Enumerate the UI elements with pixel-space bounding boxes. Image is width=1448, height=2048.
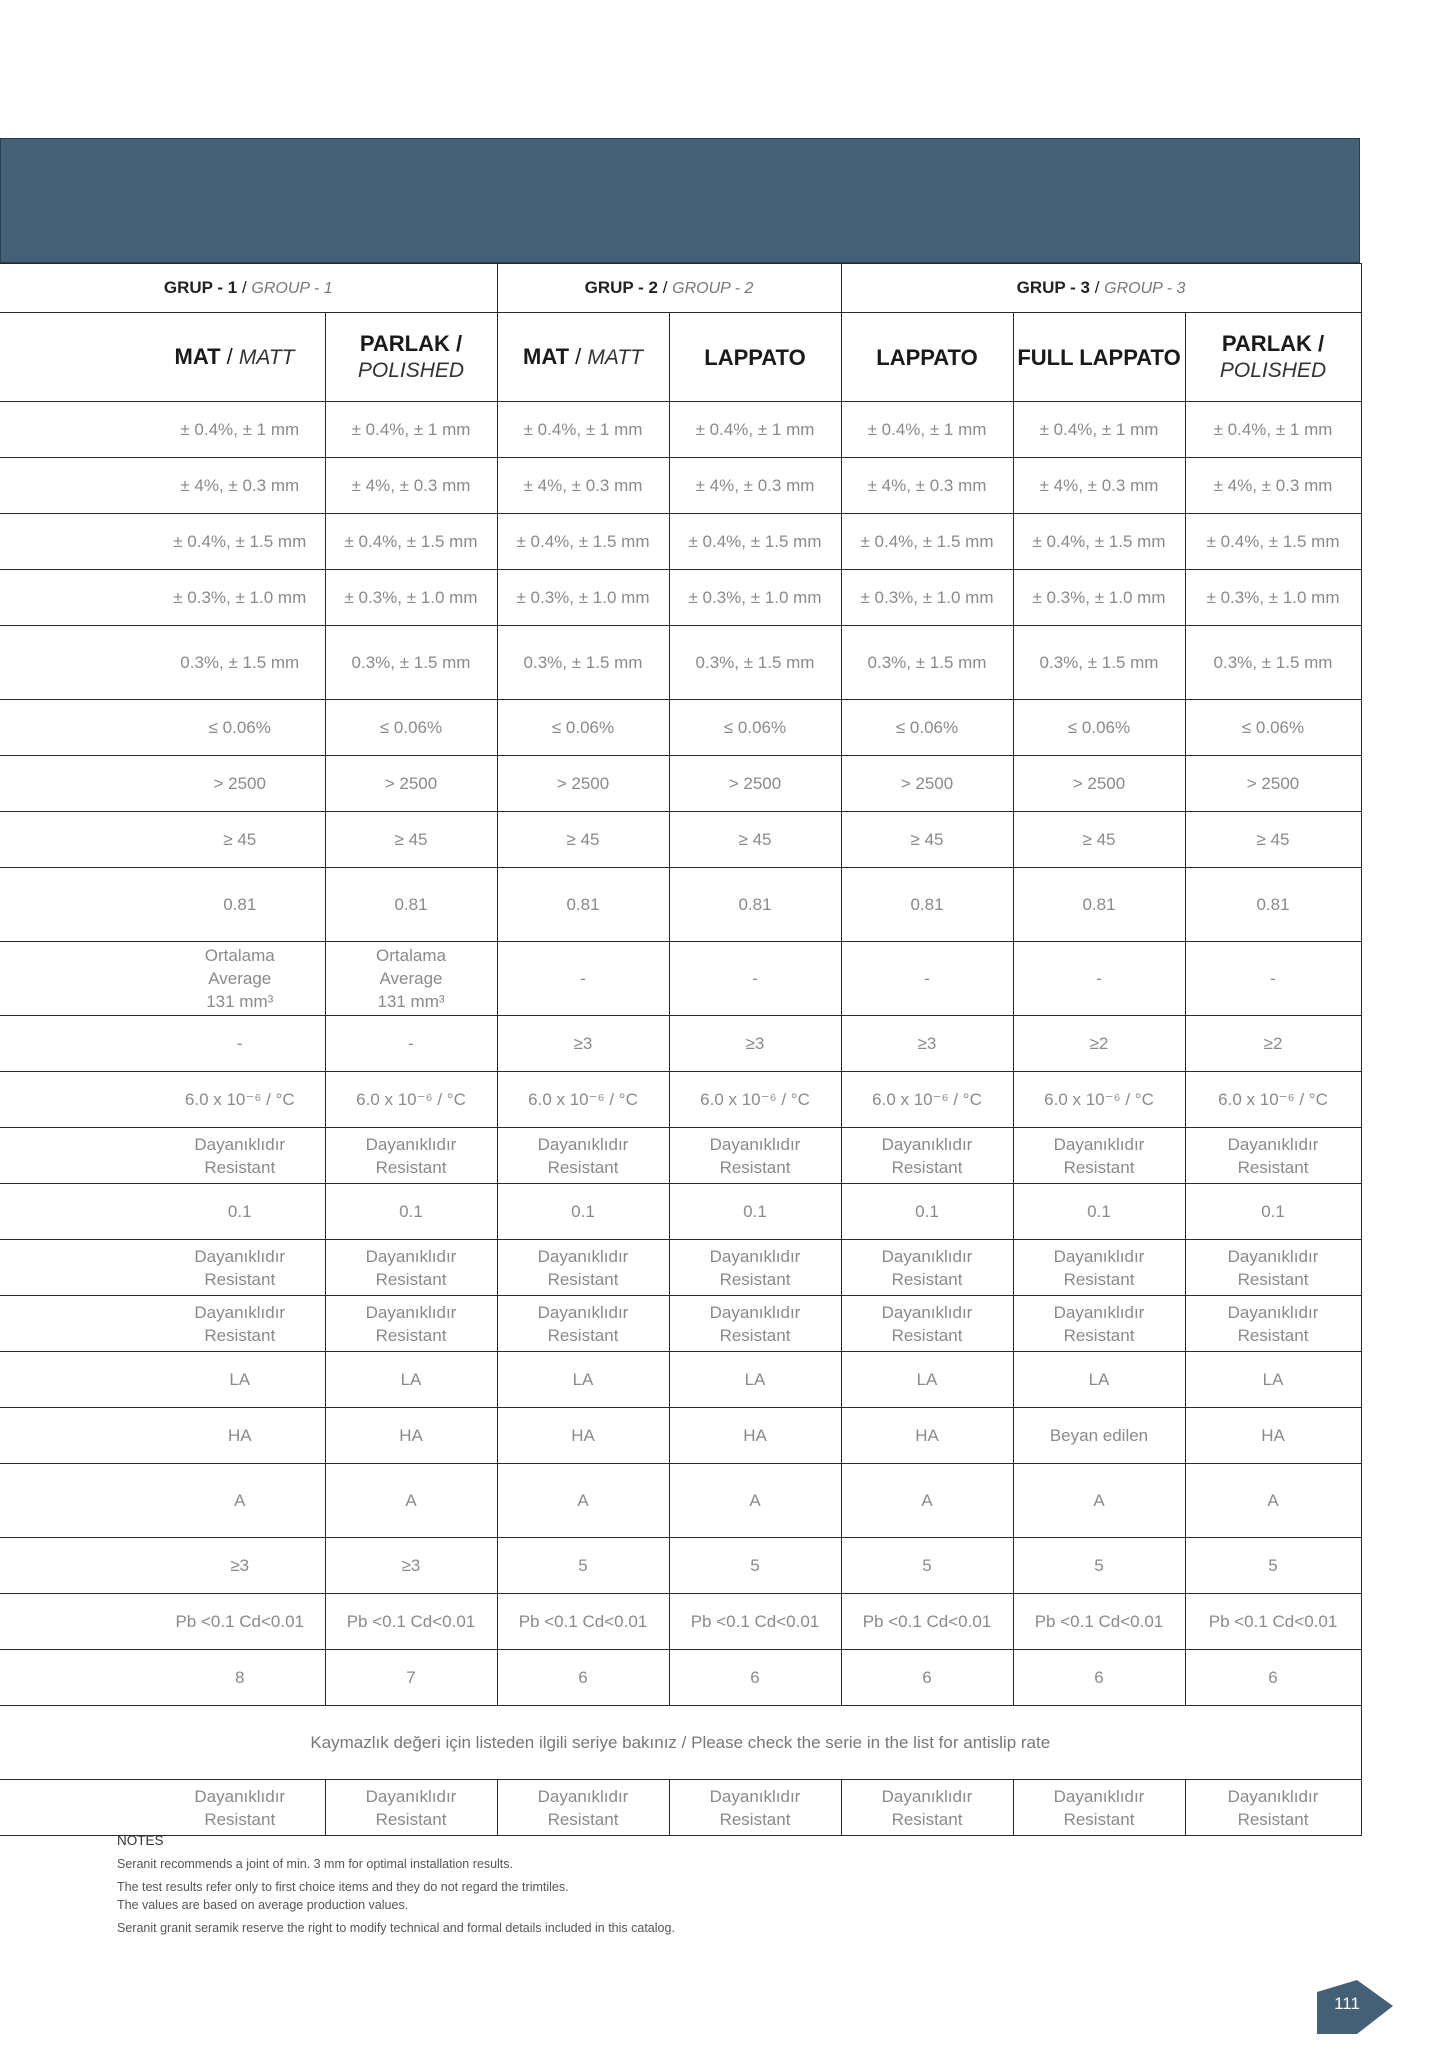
table-cell: ± 4%, ± 0.3 mm [0, 458, 325, 514]
table-cell: ± 0.3%, ± 1.0 mm [669, 570, 841, 626]
table-cell: ≤ 0.06% [1185, 700, 1361, 756]
table-cell: 0.1 [497, 1184, 669, 1240]
table-cell: ± 0.4%, ± 1.5 mm [1185, 514, 1361, 570]
table-cell: 6.0 x 10⁻⁶ / °C [325, 1072, 497, 1128]
table-row [0, 700, 1361, 756]
table-cell: 5 [497, 1538, 669, 1594]
table-cell: ± 0.4%, ± 1.5 mm [325, 514, 497, 570]
table-row [0, 402, 1361, 458]
table-cell: ≤ 0.06% [669, 700, 841, 756]
notes-block [117, 1832, 675, 1937]
table-cell: A [497, 1464, 669, 1538]
table-row [0, 942, 1361, 1016]
table-cell: ≤ 0.06% [1013, 700, 1185, 756]
table-cell: 7 [325, 1650, 497, 1706]
table-cell: HA [497, 1408, 669, 1464]
table-cell: > 2500 [497, 756, 669, 812]
table-cell: Dayanıklıdır Resistant [841, 1780, 1013, 1836]
table-cell: 0.1 [325, 1184, 497, 1240]
table-cell: ± 0.3%, ± 1.0 mm [0, 570, 325, 626]
table-row [0, 1296, 1361, 1352]
table-cell: > 2500 [669, 756, 841, 812]
table-cell: Ortalama Average 131 mm³ [325, 942, 497, 1016]
table-cell: Pb <0.1 Cd<0.01 [1013, 1594, 1185, 1650]
table-row [0, 1072, 1361, 1128]
finish-full-lappato: FULL LAPPATO [1013, 313, 1185, 402]
finish-lappato: LAPPATO [669, 313, 841, 402]
table-cell: ± 4%, ± 0.3 mm [841, 458, 1013, 514]
table-cell: 0.1 [1013, 1184, 1185, 1240]
table-cell: A [841, 1464, 1013, 1538]
table-cell: Pb <0.1 Cd<0.01 [0, 1594, 325, 1650]
table-row [0, 570, 1361, 626]
table-cell: Dayanıklıdır Resistant [669, 1296, 841, 1352]
spec-table [0, 263, 1362, 1836]
table-cell: ± 0.4%, ± 1 mm [0, 402, 325, 458]
table-cell: 8 [0, 1650, 325, 1706]
table-cell: A [325, 1464, 497, 1538]
table-cell: 0.3%, ± 1.5 mm [1185, 626, 1361, 700]
table-cell: Dayanıklıdır Resistant [325, 1240, 497, 1296]
table-cell: ± 0.4%, ± 1.5 mm [1013, 514, 1185, 570]
table-cell: ≤ 0.06% [0, 700, 325, 756]
table-cell: Pb <0.1 Cd<0.01 [497, 1594, 669, 1650]
table-cell: Dayanıklıdır Resistant [0, 1780, 325, 1836]
table-cell: LA [325, 1352, 497, 1408]
table-cell: LA [497, 1352, 669, 1408]
table-cell: - [497, 942, 669, 1016]
table-cell: 6.0 x 10⁻⁶ / °C [841, 1072, 1013, 1128]
group-3-header: GRUP - 3 / GROUP - 3 [841, 264, 1361, 313]
table-cell: 0.1 [1185, 1184, 1361, 1240]
table-cell: ≥3 [0, 1538, 325, 1594]
table-cell: A [669, 1464, 841, 1538]
table-row [0, 458, 1361, 514]
note-line: Seranit recommends a joint of min. 3 mm for optimal installation results. [117, 1857, 513, 1871]
table-row [0, 868, 1361, 942]
table-row [0, 1184, 1361, 1240]
group-1-header: GRUP - 1 / GROUP - 1 [0, 264, 497, 313]
finish-mat-matt: MAT / MATT [0, 313, 325, 402]
table-cell: LA [1185, 1352, 1361, 1408]
table-cell: 6.0 x 10⁻⁶ / °C [1013, 1072, 1185, 1128]
note-line: The values are based on average production values. [117, 1898, 409, 1912]
table-cell: 5 [1185, 1538, 1361, 1594]
table-cell: Dayanıklıdır Resistant [1185, 1296, 1361, 1352]
page-number-badge [1313, 1976, 1393, 2036]
page-number: 111 [1334, 1994, 1360, 2013]
table-cell: Dayanıklıdır Resistant [497, 1780, 669, 1836]
table-cell: > 2500 [325, 756, 497, 812]
table-cell: ≥2 [1185, 1016, 1361, 1072]
table-cell: 0.1 [669, 1184, 841, 1240]
table-cell: > 2500 [841, 756, 1013, 812]
finish-parlak-polished: PARLAK / POLISHED [1185, 313, 1361, 402]
table-cell: Dayanıklıdır Resistant [0, 1240, 325, 1296]
table-cell: 6.0 x 10⁻⁶ / °C [669, 1072, 841, 1128]
table-cell: ± 0.4%, ± 1 mm [1013, 402, 1185, 458]
table-row [0, 626, 1361, 700]
table-cell: Dayanıklıdır Resistant [1185, 1240, 1361, 1296]
table-cell: 0.81 [841, 868, 1013, 942]
table-cell: - [325, 1016, 497, 1072]
table-cell: A [0, 1464, 325, 1538]
table-cell: 6.0 x 10⁻⁶ / °C [497, 1072, 669, 1128]
table-cell: - [0, 1016, 325, 1072]
table-row [0, 756, 1361, 812]
table-cell: - [669, 942, 841, 1016]
table-cell: ± 0.4%, ± 1 mm [669, 402, 841, 458]
table-cell: Ortalama Average 131 mm³ [0, 942, 325, 1016]
table-cell: 0.3%, ± 1.5 mm [669, 626, 841, 700]
table-cell: ± 0.4%, ± 1.5 mm [841, 514, 1013, 570]
finish-parlak-polished: PARLAK / POLISHED [325, 313, 497, 402]
table-cell: Dayanıklıdır Resistant [669, 1780, 841, 1836]
table-cell: 0.1 [0, 1184, 325, 1240]
table-cell: Dayanıklıdır Resistant [497, 1128, 669, 1184]
table-cell: 0.81 [669, 868, 841, 942]
table-cell: 0.3%, ± 1.5 mm [325, 626, 497, 700]
table-cell: > 2500 [0, 756, 325, 812]
table-cell: ± 0.4%, ± 1 mm [497, 402, 669, 458]
table-cell: ≥2 [1013, 1016, 1185, 1072]
finish-mat-matt: MAT / MATT [497, 313, 669, 402]
table-cell: 5 [1013, 1538, 1185, 1594]
table-cell: LA [669, 1352, 841, 1408]
table-cell: HA [669, 1408, 841, 1464]
table-cell: Dayanıklıdır Resistant [669, 1128, 841, 1184]
table-cell: ± 0.4%, ± 1.5 mm [497, 514, 669, 570]
table-cell: 0.3%, ± 1.5 mm [0, 626, 325, 700]
table-cell: Dayanıklıdır Resistant [497, 1296, 669, 1352]
table-row [0, 1780, 1361, 1836]
table-cell: ± 0.3%, ± 1.0 mm [841, 570, 1013, 626]
table-cell: ≤ 0.06% [325, 700, 497, 756]
table-cell: Dayanıklıdır Resistant [1013, 1296, 1185, 1352]
table-cell: Dayanıklıdır Resistant [1013, 1240, 1185, 1296]
table-cell: ± 4%, ± 0.3 mm [497, 458, 669, 514]
table-cell: 6.0 x 10⁻⁶ / °C [0, 1072, 325, 1128]
table-cell: 0.81 [1013, 868, 1185, 942]
table-row [0, 1464, 1361, 1538]
table-row [0, 1650, 1361, 1706]
table-cell: Dayanıklıdır Resistant [325, 1128, 497, 1184]
table-cell: 0.81 [497, 868, 669, 942]
table-cell: 5 [669, 1538, 841, 1594]
table-cell: Dayanıklıdır Resistant [325, 1780, 497, 1836]
table-cell: ± 4%, ± 0.3 mm [325, 458, 497, 514]
table-cell: Dayanıklıdır Resistant [841, 1128, 1013, 1184]
table-cell: 0.3%, ± 1.5 mm [841, 626, 1013, 700]
table-cell: 6 [669, 1650, 841, 1706]
table-cell: ≥ 45 [1185, 812, 1361, 868]
table-row [0, 1128, 1361, 1184]
table-row [0, 1706, 1361, 1780]
table-row [0, 1016, 1361, 1072]
table-cell: 6.0 x 10⁻⁶ / °C [1185, 1072, 1361, 1128]
finish-lappato: LAPPATO [841, 313, 1013, 402]
table-cell: Dayanıklıdır Resistant [1013, 1780, 1185, 1836]
group-2-header: GRUP - 2 / GROUP - 2 [497, 264, 841, 313]
table-cell: ≤ 0.06% [841, 700, 1013, 756]
table-cell: ± 0.4%, ± 1 mm [325, 402, 497, 458]
table-cell: HA [0, 1408, 325, 1464]
table-cell: HA [325, 1408, 497, 1464]
table-cell: 0.3%, ± 1.5 mm [1013, 626, 1185, 700]
table-cell: - [841, 942, 1013, 1016]
antislip-note-cell: Kaymazlık değeri için listeden ilgili seriye bakınız / Please check the serie in the list for antislip rate [0, 1706, 1361, 1780]
table-cell: 6 [1013, 1650, 1185, 1706]
table-cell: 0.1 [841, 1184, 1013, 1240]
table-cell: ≥ 45 [325, 812, 497, 868]
table-cell: ± 0.4%, ± 1 mm [1185, 402, 1361, 458]
table-cell: Dayanıklıdır Resistant [669, 1240, 841, 1296]
table-row [0, 1240, 1361, 1296]
table-cell: - [1013, 942, 1185, 1016]
notes-title: NOTES [117, 1833, 164, 1848]
table-cell: ± 0.4%, ± 1.5 mm [0, 514, 325, 570]
table-cell: 6 [497, 1650, 669, 1706]
table-row [0, 1408, 1361, 1464]
table-cell: 6 [841, 1650, 1013, 1706]
table-cell: ≥3 [325, 1538, 497, 1594]
table-cell: ≥ 45 [1013, 812, 1185, 868]
table-cell: Pb <0.1 Cd<0.01 [1185, 1594, 1361, 1650]
table-cell: ≥ 45 [669, 812, 841, 868]
table-cell: - [1185, 942, 1361, 1016]
table-cell: ≥ 45 [0, 812, 325, 868]
table-cell: 0.81 [1185, 868, 1361, 942]
table-cell: Dayanıklıdır Resistant [325, 1296, 497, 1352]
group-header-row [0, 264, 1361, 313]
table-cell: Beyan edilen [1013, 1408, 1185, 1464]
table-cell: ± 4%, ± 0.3 mm [1185, 458, 1361, 514]
table-cell: 0.81 [0, 868, 325, 942]
table-cell: Dayanıklıdır Resistant [497, 1240, 669, 1296]
table-cell: LA [1013, 1352, 1185, 1408]
table-cell: 5 [841, 1538, 1013, 1594]
table-row [0, 1538, 1361, 1594]
table-row [0, 1594, 1361, 1650]
table-cell: 6 [1185, 1650, 1361, 1706]
table-cell: ≥ 45 [497, 812, 669, 868]
table-cell: Dayanıklıdır Resistant [1185, 1128, 1361, 1184]
table-cell: 0.3%, ± 1.5 mm [497, 626, 669, 700]
table-cell: A [1013, 1464, 1185, 1538]
header-band [0, 138, 1360, 263]
table-cell: ≥3 [841, 1016, 1013, 1072]
table-cell: Dayanıklıdır Resistant [1185, 1780, 1361, 1836]
table-cell: HA [1185, 1408, 1361, 1464]
table-cell: ≥3 [497, 1016, 669, 1072]
table-row [0, 514, 1361, 570]
table-cell: > 2500 [1013, 756, 1185, 812]
table-row [0, 1352, 1361, 1408]
table-cell: Dayanıklıdır Resistant [841, 1240, 1013, 1296]
table-row [0, 812, 1361, 868]
table-cell: Pb <0.1 Cd<0.01 [669, 1594, 841, 1650]
table-cell: ± 0.3%, ± 1.0 mm [1013, 570, 1185, 626]
note-line: The test results refer only to first choice items and they do not regard the trimtiles. [117, 1880, 569, 1894]
table-cell: HA [841, 1408, 1013, 1464]
table-cell: Dayanıklıdır Resistant [841, 1296, 1013, 1352]
table-cell: ≤ 0.06% [497, 700, 669, 756]
table-cell: ± 4%, ± 0.3 mm [1013, 458, 1185, 514]
note-line: Seranit granit seramik reserve the right to modify technical and formal details included in this catalog. [117, 1921, 675, 1935]
table-cell: ± 0.4%, ± 1.5 mm [669, 514, 841, 570]
table-cell: > 2500 [1185, 756, 1361, 812]
table-cell: ± 0.3%, ± 1.0 mm [1185, 570, 1361, 626]
table-cell: ± 4%, ± 0.3 mm [669, 458, 841, 514]
finish-header-row [0, 313, 1361, 402]
table-cell: ≥3 [669, 1016, 841, 1072]
table-cell: ± 0.3%, ± 1.0 mm [325, 570, 497, 626]
table-cell: Dayanıklıdır Resistant [0, 1296, 325, 1352]
table-cell: A [1185, 1464, 1361, 1538]
table-cell: Dayanıklıdır Resistant [1013, 1128, 1185, 1184]
table-cell: LA [0, 1352, 325, 1408]
table-cell: Pb <0.1 Cd<0.01 [325, 1594, 497, 1650]
table-cell: ± 0.3%, ± 1.0 mm [497, 570, 669, 626]
table-cell: Pb <0.1 Cd<0.01 [841, 1594, 1013, 1650]
table-cell: ± 0.4%, ± 1 mm [841, 402, 1013, 458]
table-cell: 0.81 [325, 868, 497, 942]
table-cell: LA [841, 1352, 1013, 1408]
table-cell: ≥ 45 [841, 812, 1013, 868]
table-cell: Dayanıklıdır Resistant [0, 1128, 325, 1184]
